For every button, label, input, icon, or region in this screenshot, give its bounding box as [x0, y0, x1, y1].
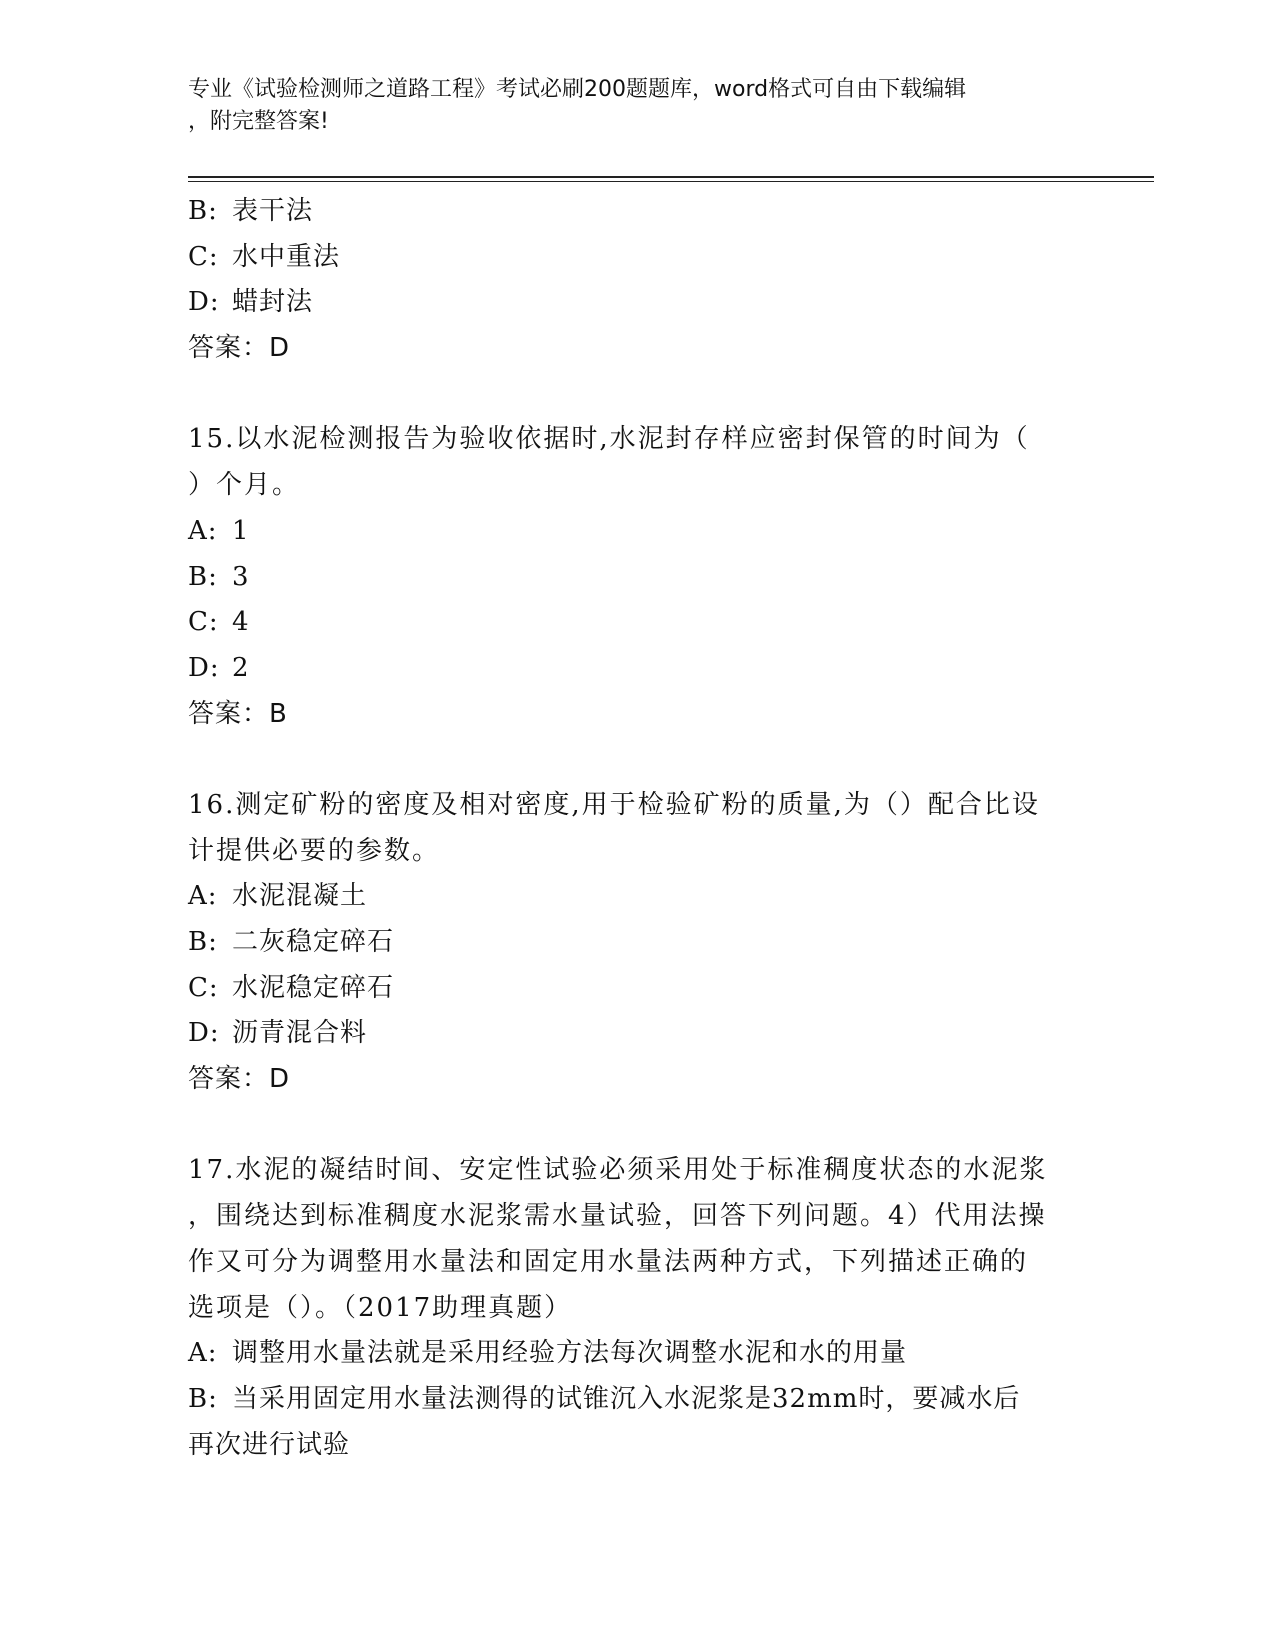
- option-a: A: 调整用水量法就是采用经验方法每次调整水泥和水的用量: [188, 1338, 908, 1369]
- header-line-1: 专业《试验检测师之道路工程》考试必刷200题题库，word格式可自由下载编辑: [188, 77, 967, 102]
- answer-label: 答案：B: [188, 698, 288, 729]
- question-17-stem-4: 选项是（）。（2017助理真题）: [188, 1292, 573, 1323]
- header-rule-thick: [188, 176, 1154, 178]
- option-b: B: 二灰稳定碎石: [188, 927, 395, 957]
- question-15-stem-2: ）个月。: [188, 470, 301, 501]
- option-d: D: 蜡封法: [188, 287, 314, 318]
- question-16-stem-1: 16.测定矿粉的密度及相对密度,用于检验矿粉的质量,为（）配合比设: [188, 789, 1040, 820]
- option-b: B: 表干法: [188, 196, 314, 226]
- option-b-continuation: 再次进行试验: [188, 1429, 351, 1460]
- option-d: D: 2: [188, 652, 250, 683]
- option-c: C: 水泥稳定碎石: [188, 972, 395, 1003]
- option-d: D: 沥青混合料: [188, 1018, 368, 1049]
- question-15-stem-1: 15.以水泥检测报告为验收依据时,水泥封存样应密封保管的时间为（: [188, 424, 1030, 455]
- question-17-stem-3: 作又可分为调整用水量法和固定用水量法两种方式，下列描述正确的: [188, 1246, 1029, 1277]
- question-16-stem-2: 计提供必要的参数。: [188, 835, 441, 866]
- option-a: A: 1: [188, 515, 250, 546]
- option-b: B: 当采用固定用水量法测得的试锥沉入水泥浆是32mm时，要减水后: [188, 1383, 1021, 1414]
- header-rule-thin: [188, 181, 1154, 182]
- question-content: [188, 189, 1088, 1468]
- option-b: B: 3: [188, 561, 250, 592]
- question-17-stem-1: 17.水泥的凝结时间、安定性试验必须采用处于标准稠度状态的水泥浆: [188, 1155, 1048, 1186]
- option-c: C: 水中重法: [188, 241, 341, 272]
- question-17-stem-2: ，围绕达到标准稠度水泥浆需水量试验，回答下列问题。4）代用法操: [188, 1201, 1047, 1232]
- document-header: [188, 74, 1068, 138]
- option-c: C: 4: [188, 607, 250, 638]
- option-a: A: 水泥混凝土: [188, 881, 368, 912]
- answer-label: 答案：D: [188, 1064, 291, 1095]
- header-line-2: ，附完整答案!: [188, 109, 329, 134]
- answer-label: 答案：D: [188, 333, 291, 364]
